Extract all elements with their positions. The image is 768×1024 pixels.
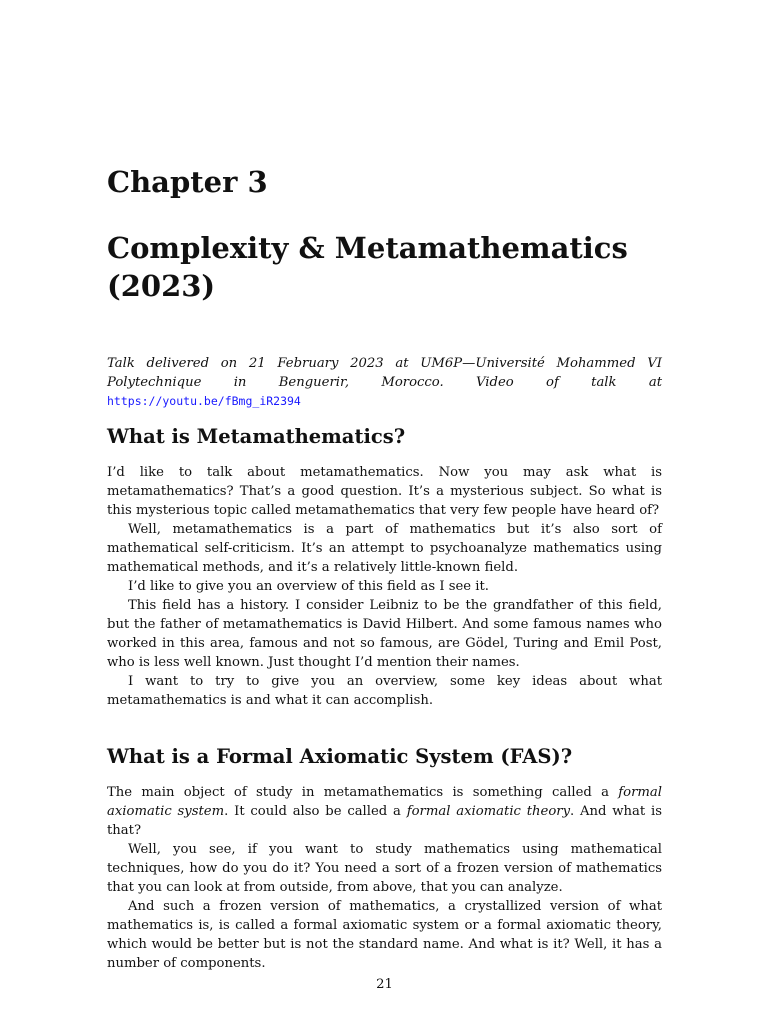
paragraph: I’d like to give you an overview of this field as I see it.: [128, 579, 490, 594]
paragraph: I want to try to give you an overview, some key ideas about what metamathematics is and what it can accomplish.: [107, 674, 662, 708]
talk-note: [107, 354, 662, 411]
paragraph: And such a frozen version of mathematics, a crystallized version of what mathematics is, is called a formal axiomatic system or a formal axiomatic theory, which would be better but is not the standard name. And what is it? Well, it has a number of components.: [107, 899, 662, 971]
paragraph: This field has a history. I consider Leibniz to be the grandfather of this field, but the father of metamathematics is David Hilbert. And some famous names who worked in this area, famous and not so famous, are Gödel, Turing and Emil Post, who is less well known. Just thought I’d mention their names.: [107, 598, 662, 670]
section-heading: What is a Formal Axiomatic System (FAS)?: [107, 745, 573, 768]
section-what-is-metamathematics: [107, 425, 662, 710]
paragraph: [107, 783, 662, 840]
paragraph: Well, you see, if you want to study mathematics using mathematical techniques, how do you do it? You need a sort of a frozen version of mathematics that you can look at from outside, from above, that you can analyze.: [107, 842, 662, 895]
video-link[interactable]: https://youtu.be/fBmg_iR2394: [107, 394, 301, 408]
paragraph: I’d like to talk about metamathematics. Now you may ask what is metamathematics? That’s a good question. It’s a mysterious subject. So what is this mysterious topic called metamathematics that very few people have heard of?: [107, 465, 662, 518]
talk-note-text: Talk delivered on 21 February 2023 at UM6P—Université Mohammed VI Polytechnique in Benguerir, Morocco. Video of talk at: [107, 356, 662, 390]
document-page: [107, 0, 662, 1024]
section-formal-axiomatic-system: [107, 745, 662, 973]
emphasis-term: formal axiomatic system: [107, 785, 662, 819]
text-run: . It could also be called a: [224, 804, 407, 819]
chapter-label: Chapter 3: [107, 165, 268, 199]
chapter-title: Complexity & Metamathematics (2023): [107, 231, 628, 303]
emphasis-term: formal axiomatic theory: [406, 804, 571, 819]
section-heading: What is Metamathematics?: [107, 425, 406, 448]
text-run: . And what is that?: [107, 804, 662, 838]
page-number: 21: [376, 977, 393, 992]
paragraph: Well, metamathematics is a part of mathematics but it’s also sort of mathematical self-criticism. It’s an attempt to psychoanalyze mathematics using mathematical methods, and it’s a relatively little-known field.: [107, 522, 662, 575]
text-run: The main object of study in metamathematics is something called a: [107, 785, 619, 800]
